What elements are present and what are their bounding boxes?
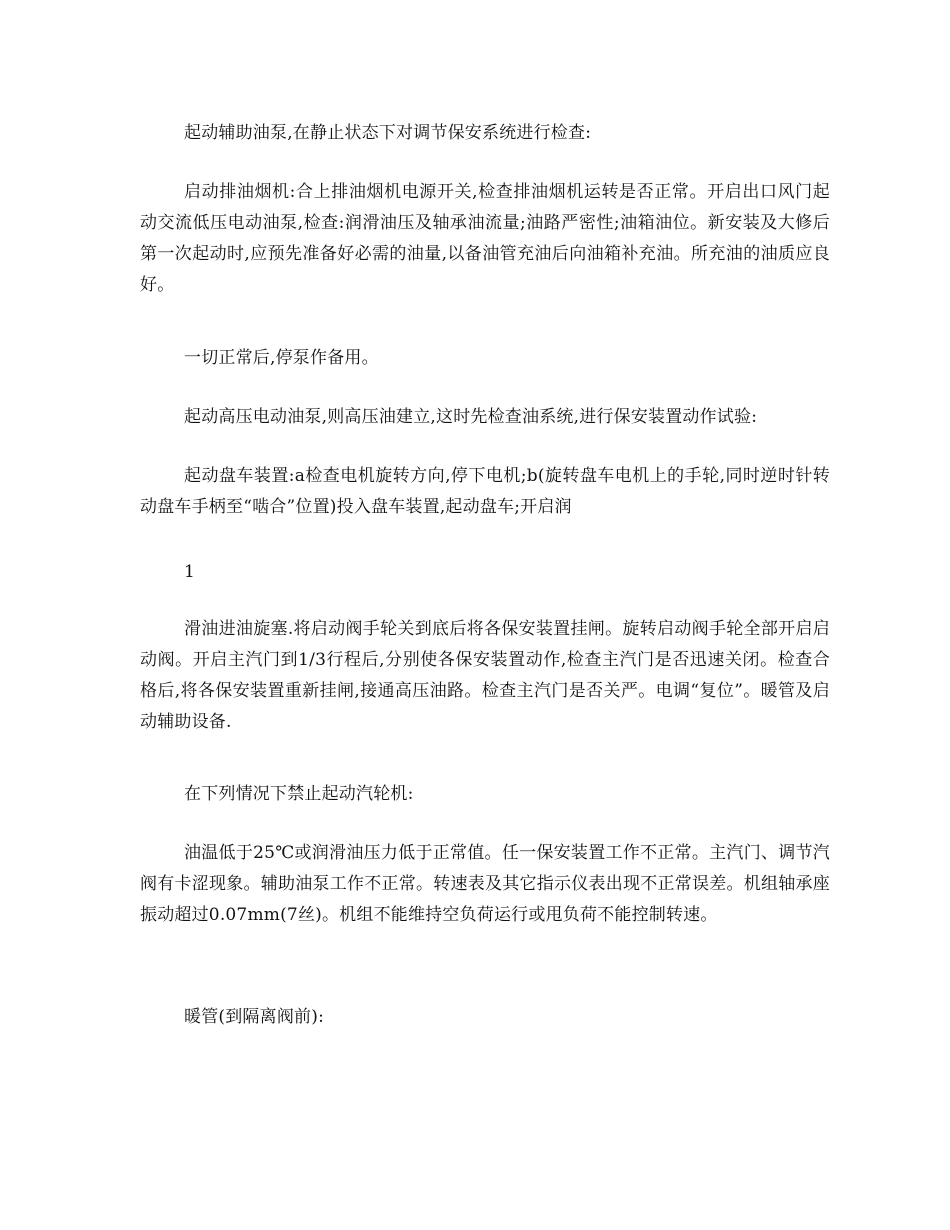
paragraph-oil-fume-extractor: 启动排油烟机:合上排油烟机电源开关,检查排油烟机运转是否正常。开启出口风门起动交流低压电动油泵,检查:润滑油压及轴承油流量;油路严密性;油箱油位。新安装及大修后第一次起动时,应预先准备好必需的油量,以备油管充油后向油箱补充油。所充油的油质应良好。 <box>140 182 830 295</box>
paragraph-pipe-warming: 暖管(到隔离阀前): <box>184 1007 324 1027</box>
paragraph-turning-gear: 起动盘车装置:a检查电机旋转方向,停下电机;b(旋转盘车电机上的手轮,同时逆时针转动盘车手柄至“啮合”位置)投入盘车装置,起动盘车;开启润 <box>140 466 830 517</box>
paragraph-prohibited-conditions: 油温低于25℃或润滑油压力低于正常值。任一保安装置工作不正常。主汽门、调节汽阀有卡涩现象。辅助油泵工作不正常。转速表及其它指示仪表出现不正常误差。机组轴承座振动超过0.07mm(7丝)。机组不能维持空负荷运行或甩负荷不能控制转速。 <box>140 843 830 925</box>
paragraph-startup-prohibition: 在下列情况下禁止起动汽轮机: <box>184 784 414 804</box>
paragraph-auxiliary-oil-pump: 起动辅助油泵,在静止状态下对调节保安系统进行检查: <box>184 123 592 143</box>
paragraph-standby-pump: 一切正常后,停泵作备用。 <box>184 348 379 368</box>
paragraph-high-pressure-pump: 起动高压电动油泵,则高压油建立,这时先检查油系统,进行保安装置动作试验: <box>184 407 758 427</box>
page-number: 1 <box>184 562 195 582</box>
paragraph-main-valve-test: 滑油进油旋塞.将启动阀手轮关到底后将各保安装置挂闸。旋转启动阀手轮全部开启启动阀。开启主汽门到1/3行程后,分别使各保安装置动作,检查主汽门是否迅速关闭。检查合格后,将各保安装置重新挂闸,接通高压油路。检查主汽门是否关严。电调“复位”。暖管及启动辅助设备. <box>140 619 830 732</box>
